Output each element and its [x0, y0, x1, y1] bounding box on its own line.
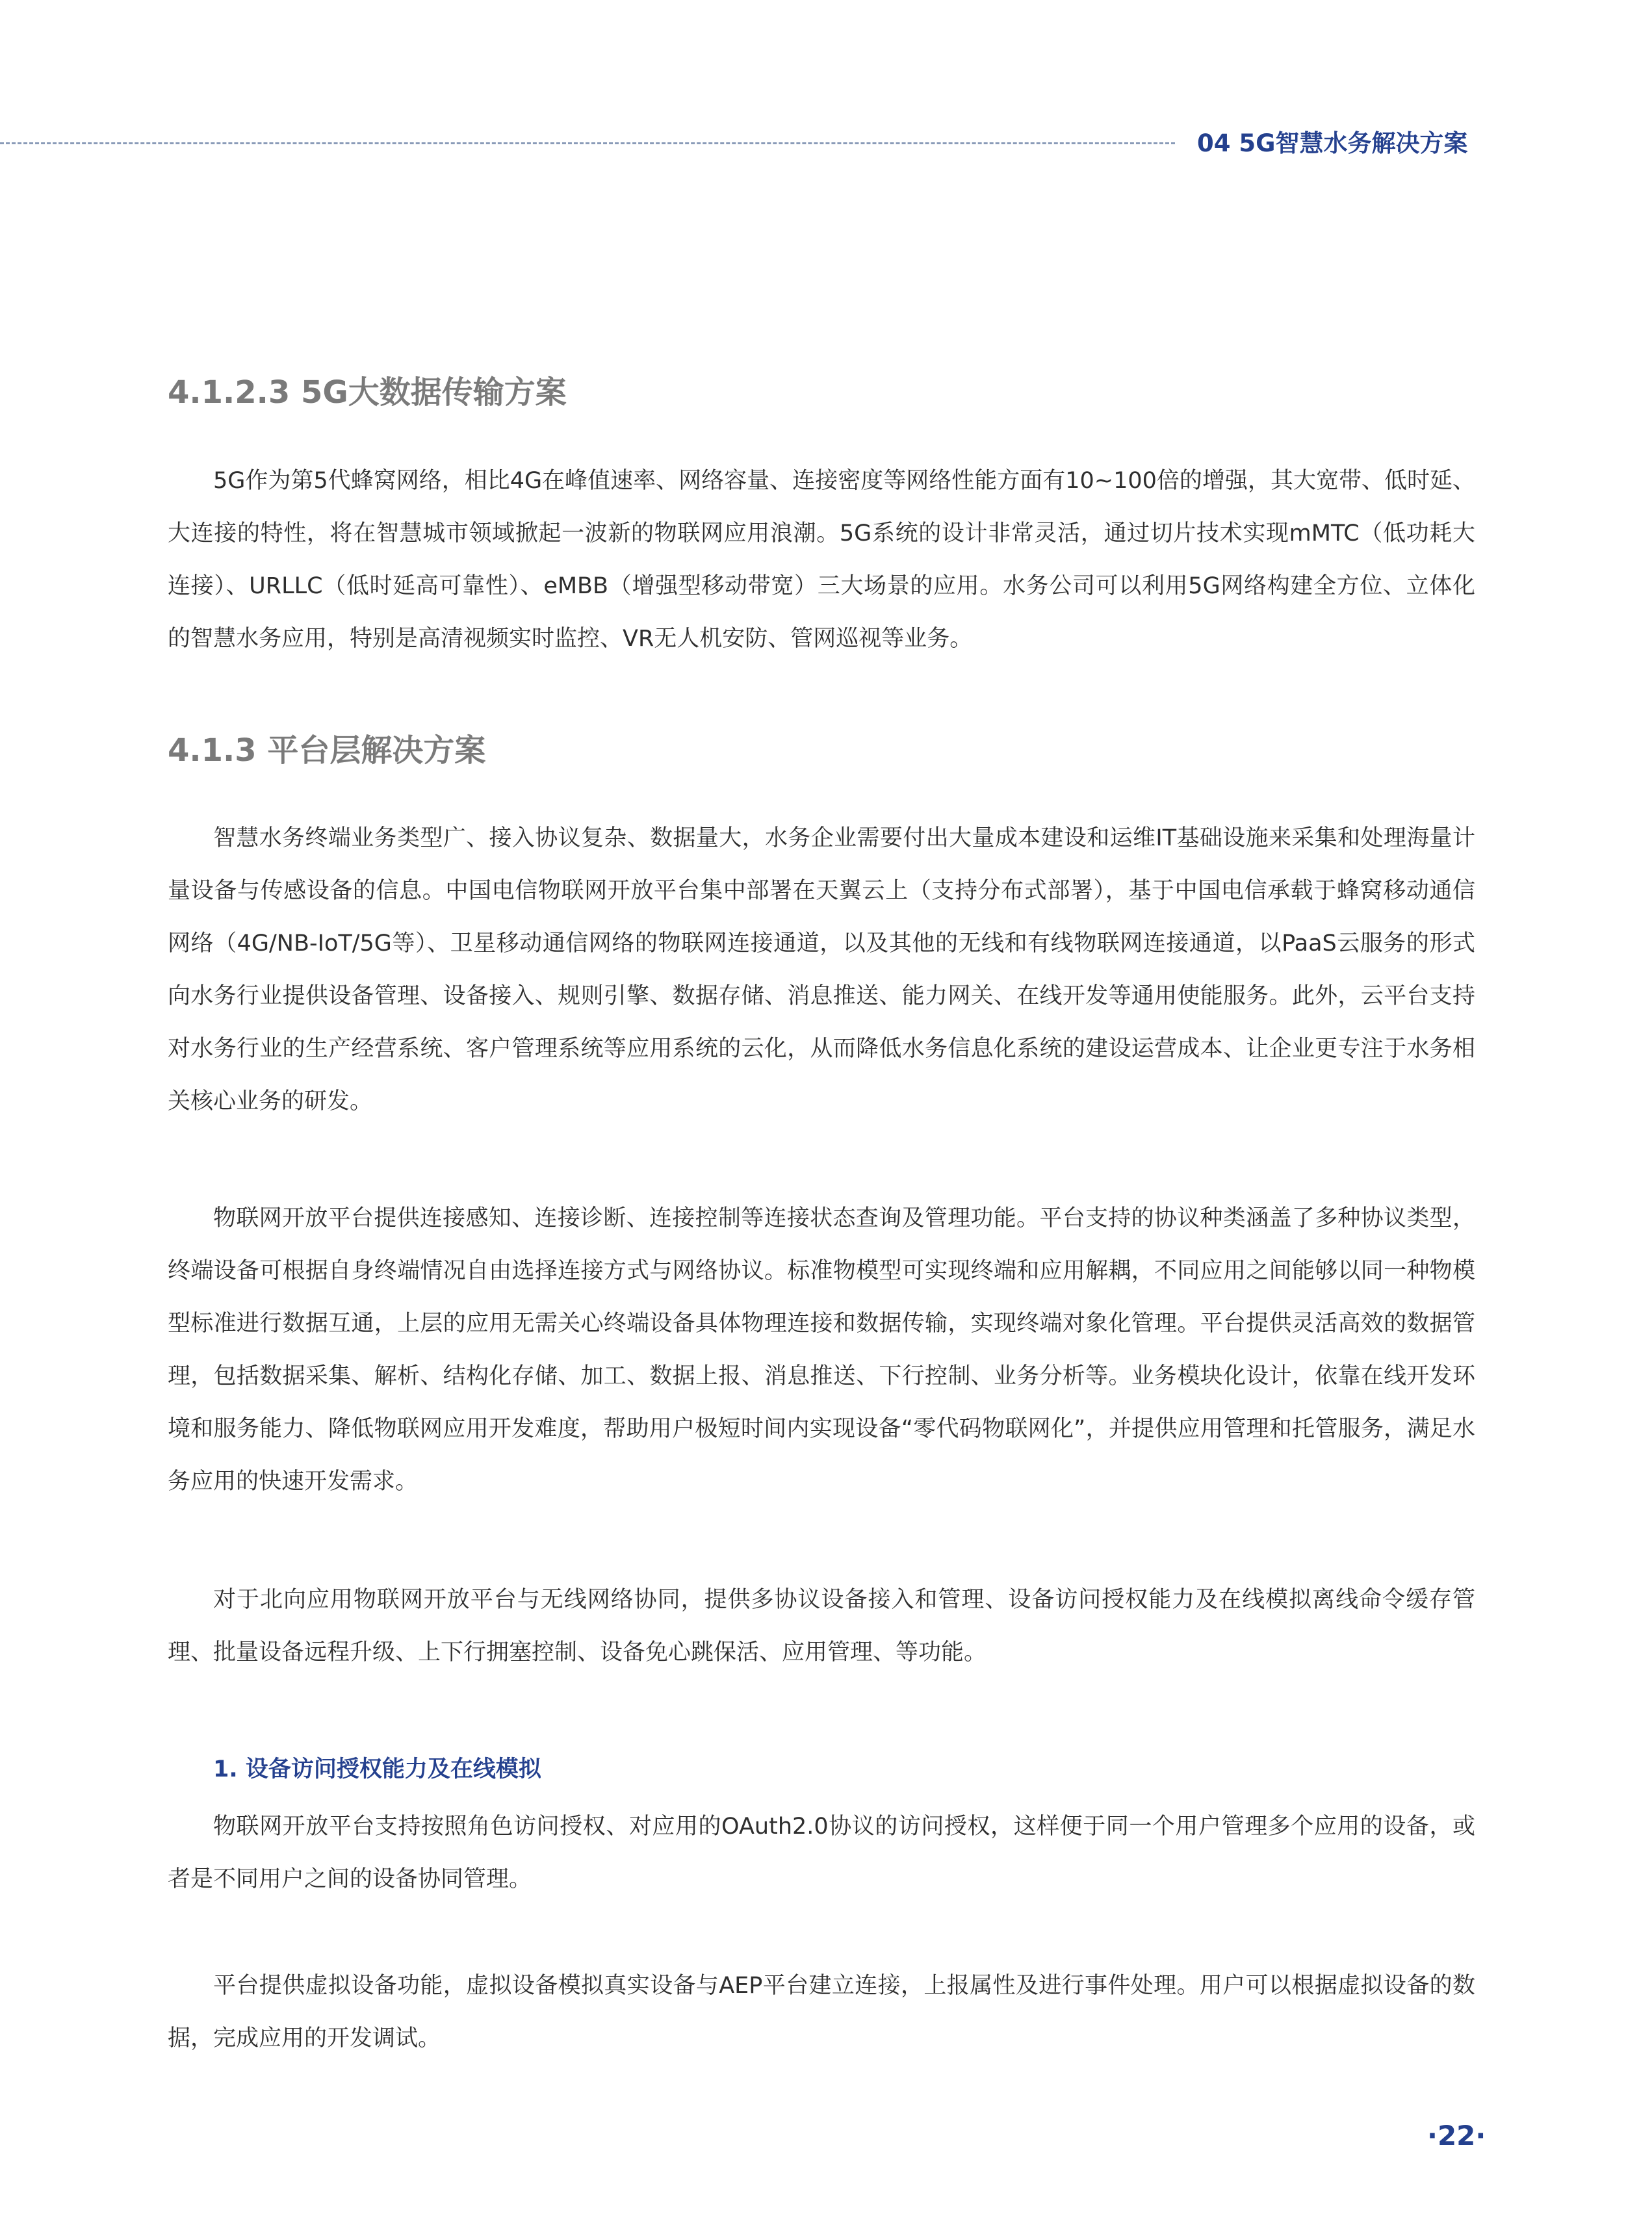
- section-heading-4123: 4.1.2.3 5G大数据传输方案: [168, 374, 567, 411]
- subheading-access-auth: 1. 设备访问授权能力及在线模拟: [213, 1756, 541, 1782]
- section-heading-413: 4.1.3 平台层解决方案: [168, 732, 486, 769]
- paragraph-virtual-device: 平台提供虚拟设备功能，虚拟设备模拟真实设备与AEP平台建立连接，上报属性及进行事件处理。用户可以根据虚拟设备的数据，完成应用的开发调试。: [168, 1973, 1475, 2051]
- chapter-title: 04 5G智慧水务解决方案: [1197, 129, 1468, 157]
- paragraph-5g-intro: 5G作为第5代蜂窝网络，相比4G在峰值速率、网络容量、连接密度等网络性能方面有10~100倍的增强，其大宽带、低时延、大连接的特性，将在智慧城市领域掀起一波新的物联网应用浪潮。5G系统的设计非常灵活，通过切片技术实现mMTC（低功耗大连接）、URLLC（低时延高可靠性）、eMBB（增强型移动带宽）三大场景的应用。水务公司可以利用5G网络构建全方位、立体化的智慧水务应用，特别是高清视频实时监控、VR无人机安防、管网巡视等业务。: [168, 468, 1475, 652]
- paragraph-access-auth: 物联网开放平台支持按照角色访问授权、对应用的OAuth2.0协议的访问授权，这样便于同一个用户管理多个应用的设备，或者是不同用户之间的设备协同管理。: [168, 1814, 1475, 1892]
- paragraph-platform-features: 物联网开放平台提供连接感知、连接诊断、连接控制等连接状态查询及管理功能。平台支持的协议种类涵盖了多种协议类型，终端设备可根据自身终端情况自由选择连接方式与网络协议。标准物模型可实现终端和应用解耦，不同应用之间能够以同一种物模型标准进行数据互通，上层的应用无需关心终端设备具体物理连接和数据传输，实现终端对象化管理。平台提供灵活高效的数据管理，包括数据采集、解析、结构化存储、加工、数据上报、消息推送、下行控制、业务分析等。业务模块化设计，依靠在线开发环境和服务能力、降低物联网应用开发难度，帮助用户极短时间内实现设备“零代码物联网化”，并提供应用管理和托管服务，满足水务应用的快速开发需求。: [168, 1205, 1475, 1495]
- page-number: ·22·: [1427, 2120, 1486, 2151]
- paragraph-platform-overview: 智慧水务终端业务类型广、接入协议复杂、数据量大，水务企业需要付出大量成本建设和运维IT基础设施来采集和处理海量计量设备与传感设备的信息。中国电信物联网开放平台集中部署在天翼云上（支持分布式部署），基于中国电信承载于蜂窝移动通信网络（4G/NB-IoT/5G等）、卫星移动通信网络的物联网连接通道，以及其他的无线和有线物联网连接通道，以PaaS云服务的形式向水务行业提供设备管理、设备接入、规则引擎、数据存储、消息推送、能力网关、在线开发等通用使能服务。此外，云平台支持对水务行业的生产经营系统、客户管理系统等应用系统的云化，从而降低水务信息化系统的建设运营成本、让企业更专注于水务相关核心业务的研发。: [168, 825, 1475, 1114]
- header-divider: [0, 142, 1175, 144]
- paragraph-northbound: 对于北向应用物联网开放平台与无线网络协同，提供多协议设备接入和管理、设备访问授权能力及在线模拟离线命令缓存管理、批量设备远程升级、上下行拥塞控制、设备免心跳保活、应用管理、等功能。: [168, 1587, 1475, 1665]
